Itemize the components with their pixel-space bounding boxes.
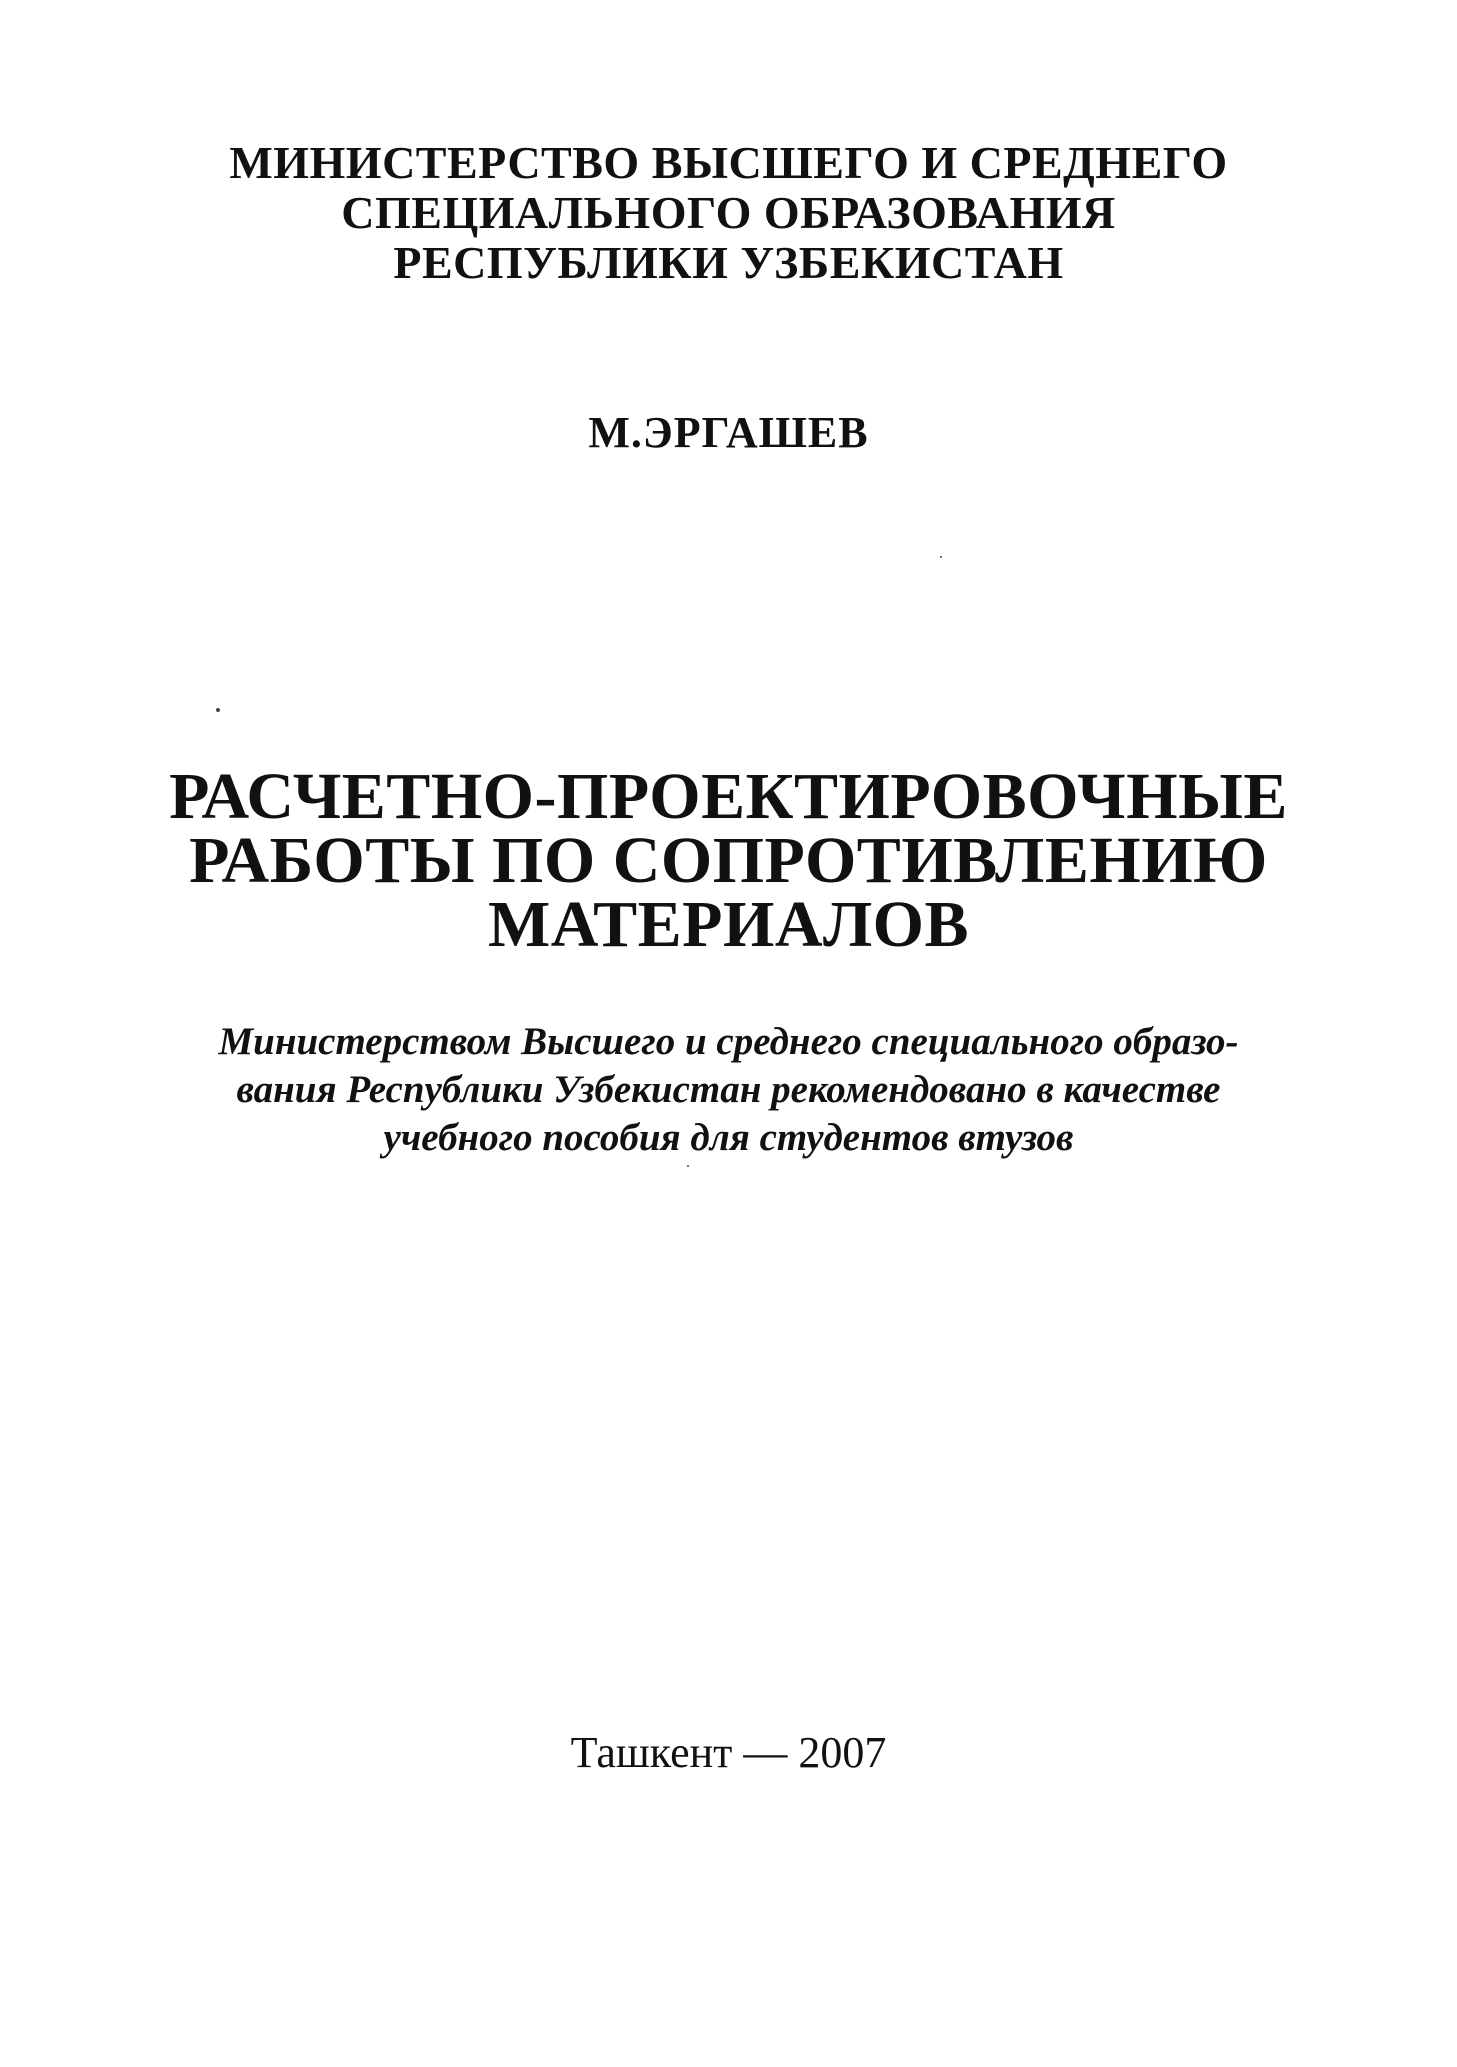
ministry-line-2: СПЕЦИАЛЬНОГО ОБРАЗОВАНИЯ [341, 187, 1116, 238]
scan-speck [940, 556, 942, 558]
city-year: Ташкент — 2007 [570, 1728, 887, 1777]
ministry-line-1: МИНИСТЕРСТВО ВЫСШЕГО И СРЕДНЕГО [229, 137, 1228, 188]
recommendation-note [0, 1018, 1457, 1162]
book-title-line-1: РАСЧЕТНО-ПРОЕКТИРОВОЧНЫЕ [169, 760, 1288, 833]
recommendation-line-3: учебного пособия для студентов втузов [383, 1116, 1074, 1159]
recommendation-line-2: вания Республики Узбекистан рекомендовано в качестве [236, 1068, 1221, 1111]
author-name: М.ЭРГАШЕВ [588, 408, 869, 457]
recommendation-line-1: Министерством Высшего и среднего специального образо- [218, 1020, 1239, 1063]
scan-speck [216, 708, 220, 712]
book-title-line-3: МАТЕРИАЛОВ [487, 888, 970, 961]
scan-speck [687, 1165, 689, 1167]
ministry-header [0, 138, 1457, 288]
book-title [0, 760, 1457, 961]
ministry-line-3: РЕСПУБЛИКИ УЗБЕКИСТАН [393, 237, 1064, 288]
book-title-line-2: РАБОТЫ ПО СОПРОТИВЛЕНИЮ [189, 824, 1268, 897]
